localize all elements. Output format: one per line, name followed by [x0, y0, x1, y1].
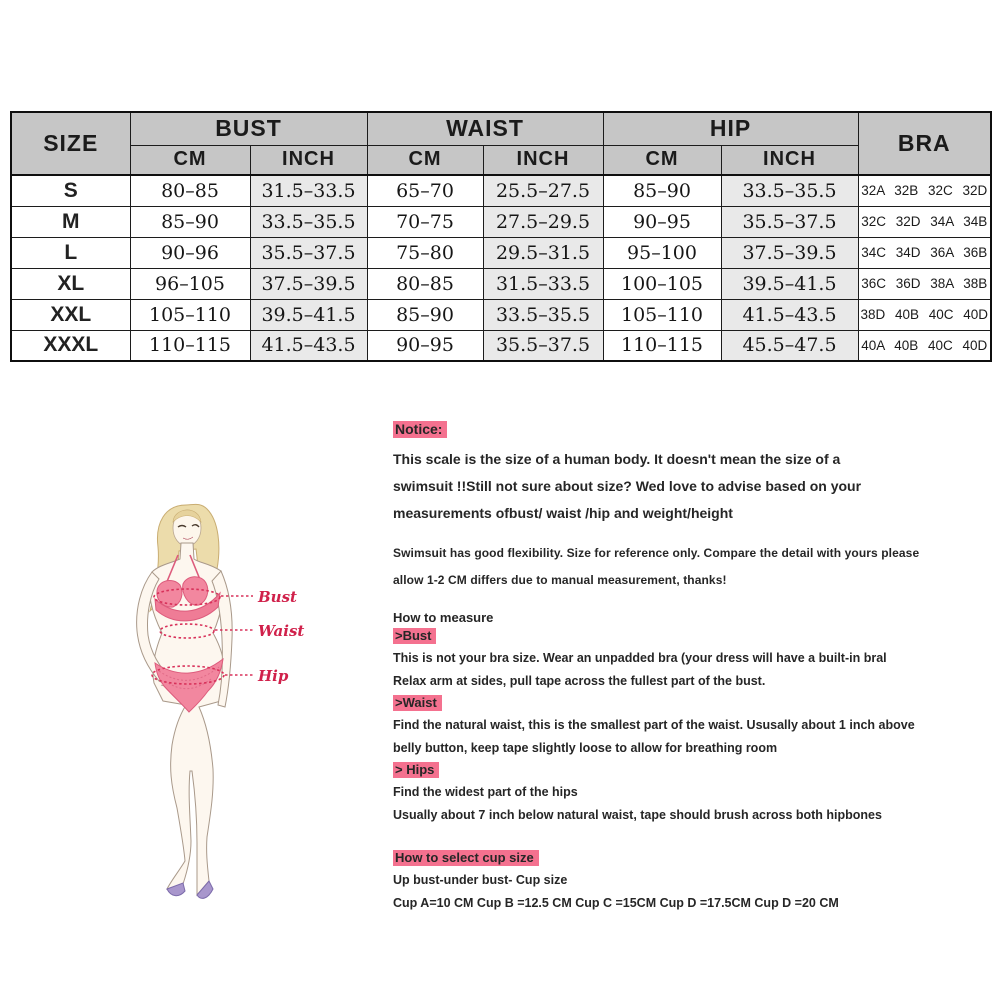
size-cell: XXL	[11, 299, 130, 330]
hip-label: Hip	[258, 667, 289, 685]
bra-cell: 38D 40B 40C 40D	[858, 299, 991, 330]
waist-cm-cell: 80–85	[367, 268, 483, 299]
table-row	[11, 237, 991, 268]
subheader-waist-cm: CM	[367, 145, 483, 175]
subheader-bust-inch: INCH	[250, 145, 367, 175]
hips-section-heading: > Hips	[393, 762, 439, 778]
column-header-size: SIZE	[11, 112, 130, 175]
bra-cell: 32A 32B 32C 32D	[858, 175, 991, 206]
waist-inch-cell: 33.5–35.5	[483, 299, 603, 330]
size-chart-table	[10, 111, 992, 362]
size-cell: L	[11, 237, 130, 268]
cup-size-section	[393, 850, 1000, 914]
hip-inch-cell: 45.5–47.5	[721, 330, 858, 361]
bra-cell: 40A 40B 40C 40D	[858, 330, 991, 361]
bra-cell: 36C 36D 38A 38B	[858, 268, 991, 299]
column-header-waist: WAIST	[367, 112, 603, 145]
hip-inch-cell: 33.5–35.5	[721, 175, 858, 206]
bust-inch-cell: 33.5–35.5	[250, 206, 367, 237]
subheader-hip-cm: CM	[603, 145, 721, 175]
hip-inch-cell: 41.5–43.5	[721, 299, 858, 330]
waist-section-heading: >Waist	[393, 695, 442, 711]
cup-size-line: Cup A=10 CM Cup B =12.5 CM Cup C =15CM Cup D =17.5CM Cup D =20 CM	[393, 895, 839, 910]
size-chart-section	[10, 111, 992, 362]
waist-inch-cell: 29.5–31.5	[483, 237, 603, 268]
cup-size-heading: How to select cup size	[393, 850, 539, 866]
subheader-waist-inch: INCH	[483, 145, 603, 175]
flexibility-line: allow 1-2 CM differs due to manual measurement, thanks!	[393, 573, 727, 587]
waist-cm-cell: 85–90	[367, 299, 483, 330]
waist-inch-cell: 35.5–37.5	[483, 330, 603, 361]
flexibility-note	[393, 540, 1000, 594]
column-header-bra: BRA	[858, 112, 991, 175]
notice-line: measurements ofbust/ waist /hip and weight/height	[393, 505, 733, 521]
size-cell: S	[11, 175, 130, 206]
bra-cell: 32C 32D 34A 34B	[858, 206, 991, 237]
bust-inch-cell: 37.5–39.5	[250, 268, 367, 299]
size-cell: M	[11, 206, 130, 237]
table-row	[11, 330, 991, 361]
table-row	[11, 299, 991, 330]
flexibility-line: Swimsuit has good flexibility. Size for reference only. Compare the detail with yours please	[393, 546, 920, 560]
hip-inch-cell: 39.5–41.5	[721, 268, 858, 299]
bra-cell: 34C 34D 36A 36B	[858, 237, 991, 268]
waist-inch-cell: 31.5–33.5	[483, 268, 603, 299]
hip-cm-cell: 85–90	[603, 175, 721, 206]
bust-label: Bust	[258, 588, 297, 606]
waist-cm-cell: 70–75	[367, 206, 483, 237]
bust-instruction-line: Relax arm at sides, pull tape across the fullest part of the bust.	[393, 673, 766, 688]
hip-inch-cell: 35.5–37.5	[721, 206, 858, 237]
waist-cm-cell: 90–95	[367, 330, 483, 361]
hip-cm-cell: 90–95	[603, 206, 721, 237]
bust-cm-cell: 85–90	[130, 206, 250, 237]
bust-cm-cell: 90–96	[130, 237, 250, 268]
waist-cm-cell: 75–80	[367, 237, 483, 268]
size-cell: XXXL	[11, 330, 130, 361]
hip-cm-cell: 110–115	[603, 330, 721, 361]
notes-section	[393, 421, 1000, 914]
bust-inch-cell: 35.5–37.5	[250, 237, 367, 268]
measurement-figure	[95, 493, 405, 918]
hips-instruction-line: Find the widest part of the hips	[393, 785, 578, 799]
size-cell: XL	[11, 268, 130, 299]
hips-instruction-line: Usually about 7 inch below natural waist, tape should brush across both hipbones	[393, 807, 882, 822]
notice-heading: Notice:	[393, 421, 447, 438]
waist-instruction-line: belly button, keep tape slightly loose to allow for breathing room	[393, 740, 778, 755]
bust-instruction-line: This is not your bra size. Wear an unpadded bra (your dress will have a built-in bral	[393, 651, 887, 665]
bust-cm-cell: 96–105	[130, 268, 250, 299]
bust-section-heading: >Bust	[393, 628, 436, 644]
hip-cm-cell: 100–105	[603, 268, 721, 299]
figure-illustration	[95, 493, 405, 918]
bust-inch-cell: 41.5–43.5	[250, 330, 367, 361]
waist-cm-cell: 65–70	[367, 175, 483, 206]
table-row	[11, 206, 991, 237]
how-to-measure-heading: How to measure	[393, 610, 494, 625]
notice-line: This scale is the size of a human body. It doesn't mean the size of a	[393, 451, 841, 467]
table-row	[11, 175, 991, 206]
waist-inch-cell: 25.5–27.5	[483, 175, 603, 206]
waist-instruction-line: Find the natural waist, this is the smallest part of the waist. Ususally about 1 inch above	[393, 718, 915, 732]
waist-inch-cell: 27.5–29.5	[483, 206, 603, 237]
bust-inch-cell: 31.5–33.5	[250, 175, 367, 206]
column-header-bust: BUST	[130, 112, 367, 145]
bust-inch-cell: 39.5–41.5	[250, 299, 367, 330]
cup-size-line: Up bust-under bust- Cup size	[393, 873, 568, 887]
hip-cm-cell: 105–110	[603, 299, 721, 330]
waist-label: Waist	[258, 622, 305, 640]
bust-cm-cell: 80–85	[130, 175, 250, 206]
hip-cm-cell: 95–100	[603, 237, 721, 268]
subheader-bust-cm: CM	[130, 145, 250, 175]
column-header-hip: HIP	[603, 112, 858, 145]
bust-cm-cell: 105–110	[130, 299, 250, 330]
notice-line: swimsuit !!Still not sure about size? Wed love to advise based on your	[393, 478, 862, 494]
bust-cm-cell: 110–115	[130, 330, 250, 361]
table-row	[11, 268, 991, 299]
hip-inch-cell: 37.5–39.5	[721, 237, 858, 268]
subheader-hip-inch: INCH	[721, 145, 858, 175]
